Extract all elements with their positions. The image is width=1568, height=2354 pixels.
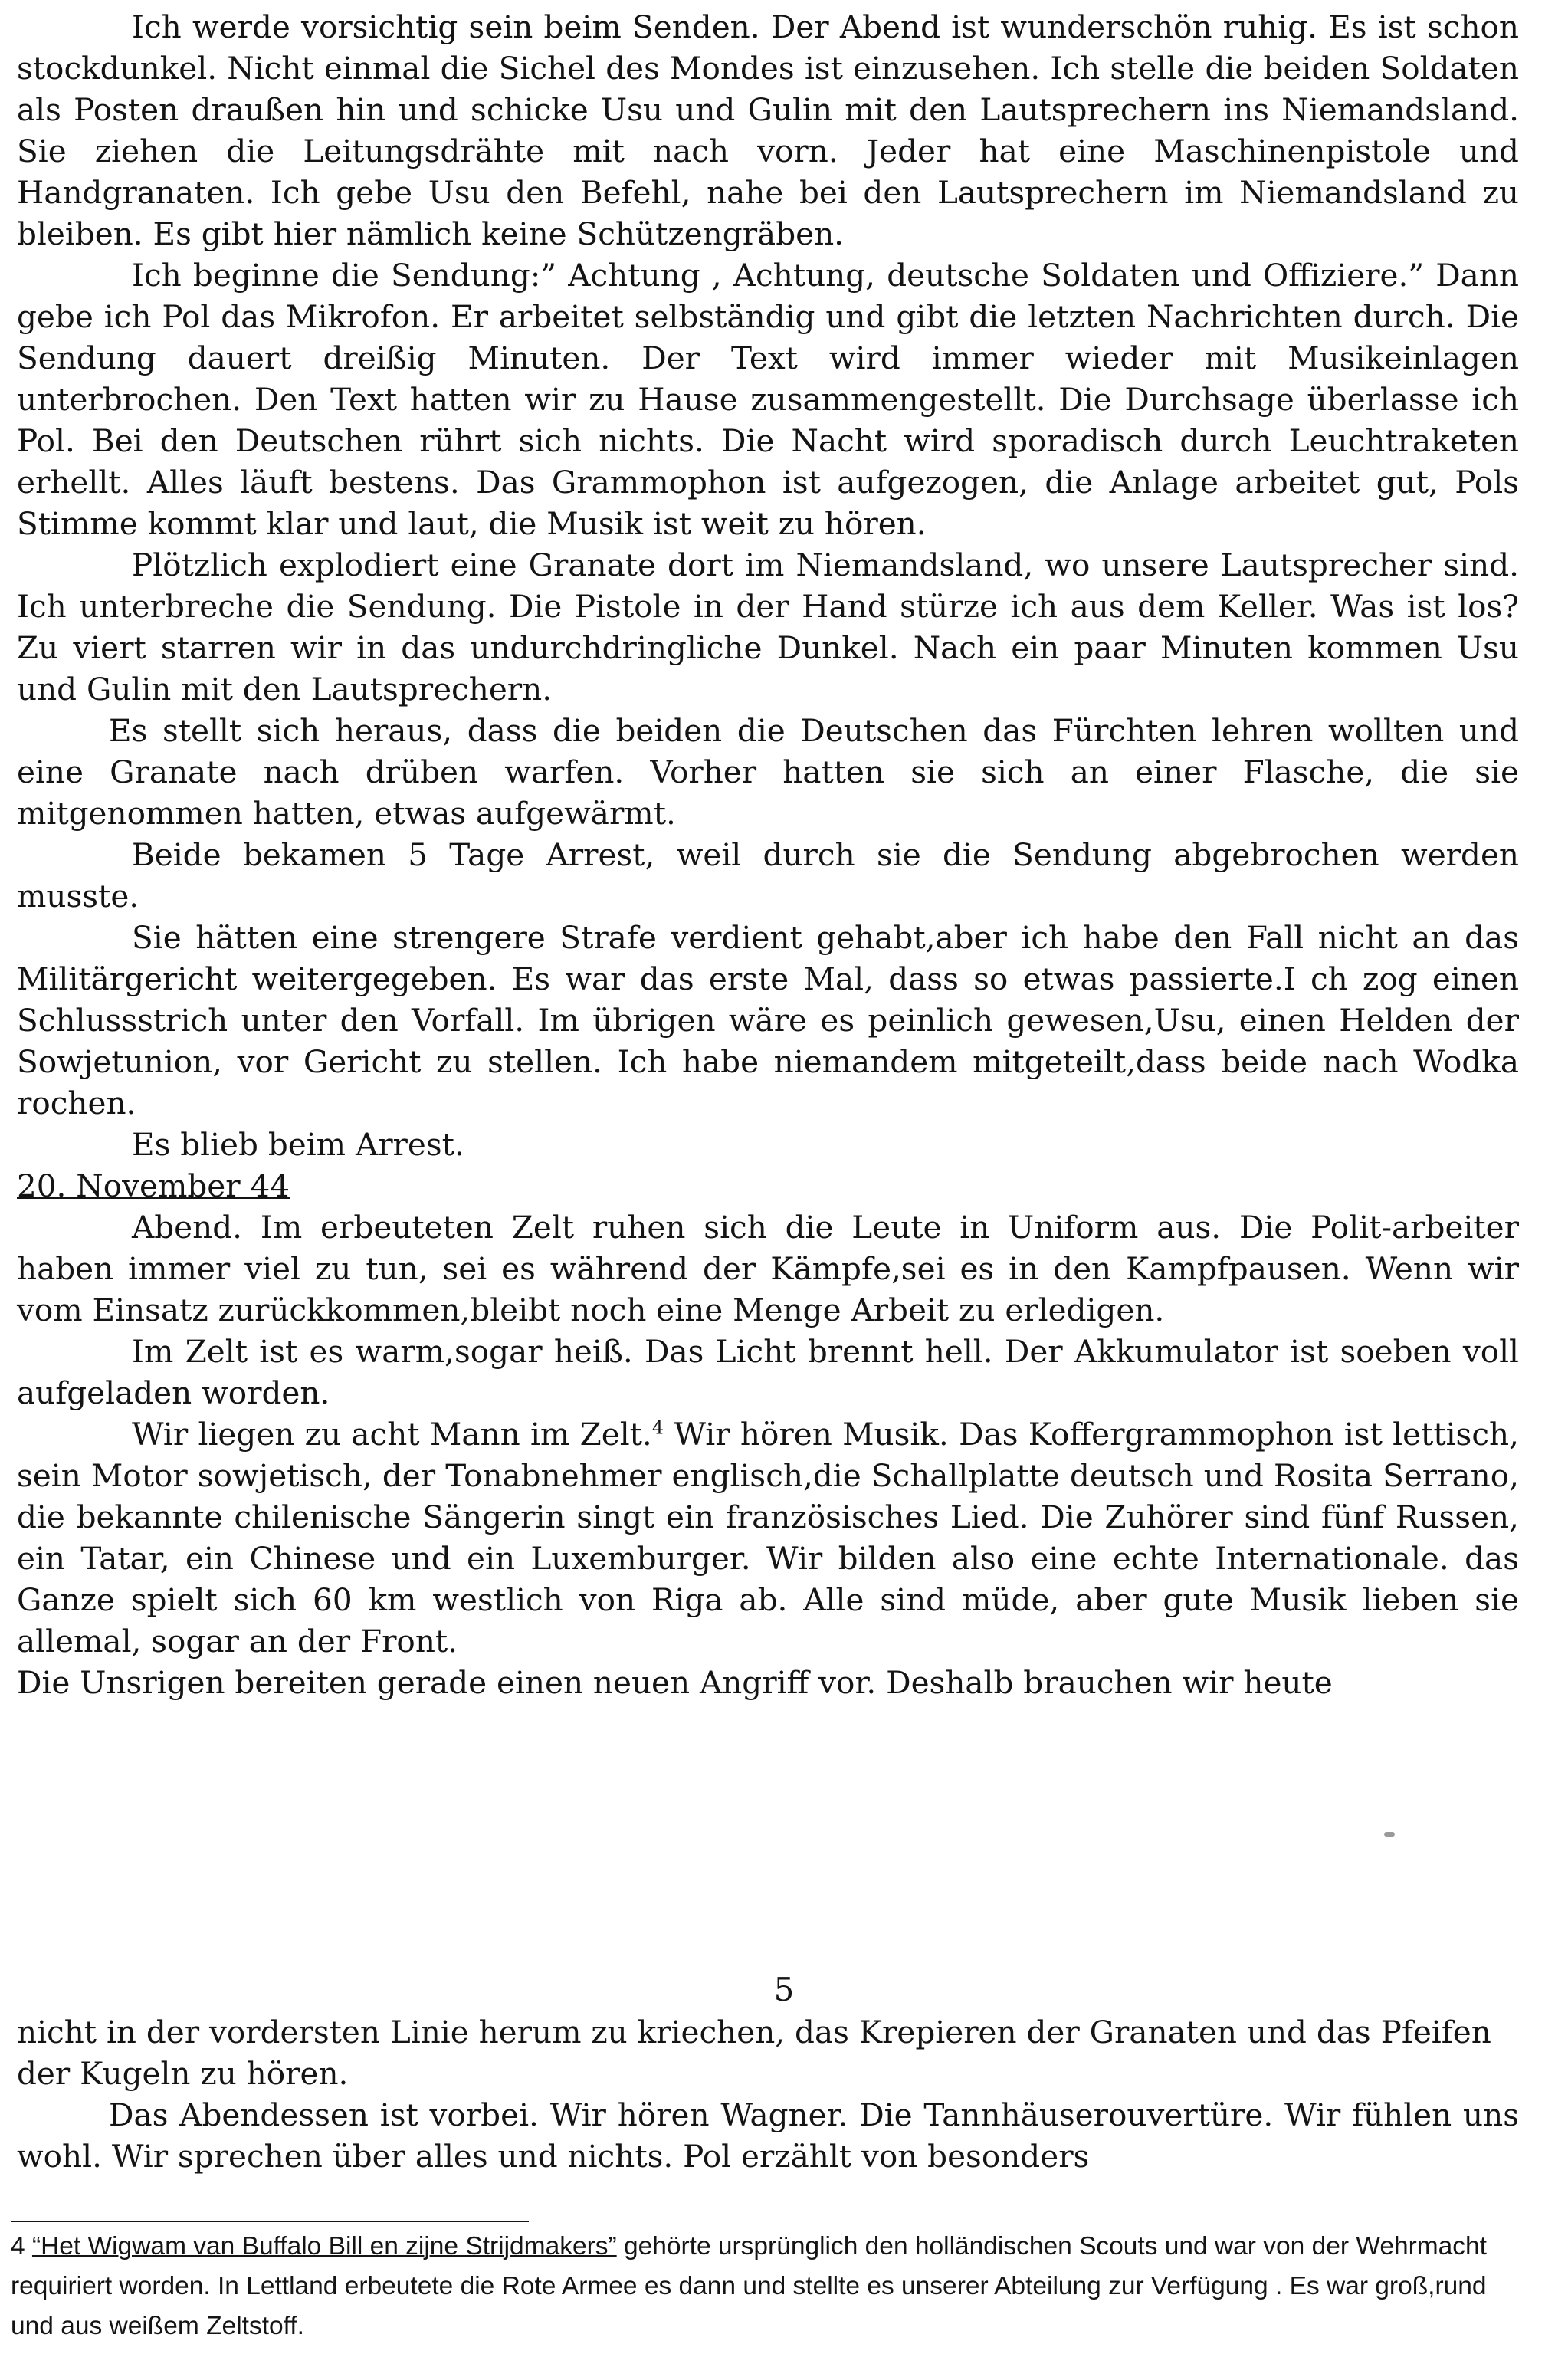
continuation-paragraph-2: Das Abendessen ist vorbei. Wir hören Wagner. Die Tannhäuserouvertüre. Wir fühlen uns wohl. Wir sprechen über alles und nichts. Pol erzählt von besonders	[17, 2096, 1519, 2175]
continuation-paragraph-1: nicht in der vordersten Linie herum zu kriechen, das Krepieren der Granaten und das Pfeifen der Kugeln zu hören.	[17, 2014, 1491, 2092]
paragraph-grenade-explosion: Plötzlich explodiert eine Granate dort im Niemandsland, wo unsere Lautsprecher sind. Ich unterbreche die Sendung. Die Pistole in der Hand stürze ich aus dem Keller. Was ist los? Zu viert starren wir in das undurchdringliche Dunkel. Nach ein paar Minuten kommen Usu und Gulin mit den Lautsprechern.	[17, 547, 1519, 708]
tent-text-after: Wir hören Musik. Das Koffergrammophon ist lettisch, sein Motor sowjetisch, der Tonabnehmer englisch,die Schallplatte deutsch und Rosita Serrano, die bekannte chilenische Sängerin singt ein französisches Lied. Die Zuhörer sind fünf Russen, ein Tatar, ein Chinese und ein Luxemburger. Wir bilden also eine echte Internationale. das Ganze spielt sich 60 km westlich von Riga ab. Alle sind müde, aber gute Musik lieben sie allemal, sogar an der Front.	[17, 1416, 1519, 1660]
paragraph-new-attack: Die Unsrigen bereiten gerade einen neuen Angriff vor. Deshalb brauchen wir heute	[17, 1664, 1333, 1701]
main-text	[17, 6, 1519, 1703]
paragraph-tent-warm: Im Zelt ist es warm,sogar heiß. Das Licht brennt hell. Der Akkumulator ist soeben voll aufgeladen worden.	[17, 1333, 1519, 1411]
paragraph-broadcast-preparation: Ich werde vorsichtig sein beim Senden. Der Abend ist wunderschön ruhig. Es ist schon stockdunkel. Nicht einmal die Sichel des Mondes ist einzusehen. Ich stelle die beiden Soldaten als Posten draußen hin und schicke Usu und Gulin mit den Lautsprechern ins Niemandsland. Sie ziehen die Leitungsdrähte mit nach vorn. Jeder hat eine Maschinenpistole und Handgranaten. Ich gebe Usu den Befehl, nahe bei den Lautsprechern im Niemandsland zu bleiben. Es gibt hier nämlich keine Schützengräben.	[17, 8, 1519, 252]
footnote	[11, 2227, 1513, 2346]
scan-speck	[1384, 1832, 1395, 1837]
paragraph-broadcast-start: Ich beginne die Sendung:” Achtung , Achtung, deutsche Soldaten und Offiziere.” Dann gebe ich Pol das Mikrofon. Er arbeitet selbständig und gibt die letzten Nachrichten durch. Die Sendung dauert dreißig Minuten. Der Text wird immer wieder mit Musikeinlagen unterbrochen. Den Text hatten wir zu Hause zusammengestellt. Die Durchsage überlasse ich Pol. Bei den Deutschen rührt sich nichts. Die Nacht wird sporadisch durch Leuchtraketen erhellt. Alles läuft bestens. Das Grammophon ist aufgezogen, die Anlage arbeitet gut, Pols Stimme kommt klar und laut, die Musik ist weit zu hören.	[17, 257, 1519, 542]
paragraph-arrest: Beide bekamen 5 Tage Arrest, weil durch sie die Sendung abgebrochen werden musste.	[17, 836, 1519, 914]
page-number: 5	[773, 1971, 795, 2008]
footnote-marker: 4	[651, 1417, 664, 1439]
tent-text-before: Wir liegen zu acht Mann im Zelt.	[132, 1416, 652, 1453]
paragraph-music-internationale	[17, 1413, 1519, 1662]
footnote-divider	[11, 2221, 529, 2222]
paragraph-arrest-remains: Es blieb beim Arrest.	[132, 1126, 464, 1163]
paragraph-evening-tent: Abend. Im erbeuteten Zelt ruhen sich die Leute in Uniform aus. Die Polit-arbeiter haben immer viel zu tun, sei es während der Kämpfe,sei es in den Kampfpausen. Wenn wir vom Einsatz zurückkommen,bleibt noch eine Menge Arbeit zu erledigen.	[17, 1209, 1519, 1328]
footnote-number: 4	[11, 2232, 25, 2260]
paragraph-punishment: Sie hätten eine strengere Strafe verdient gehabt,aber ich habe den Fall nicht an das Militärgericht weitergegeben. Es war das erste Mal, dass so etwas passierte.I ch zog einen Schlussstrich unter den Vorfall. Im übrigen wäre es peinlich gewesen,Usu, einen Helden der Sowjetunion, vor Gericht zu stellen. Ich habe niemandem mitgeteilt,dass beide nach Wodka rochen.	[17, 919, 1519, 1121]
paragraph-explanation: Es stellt sich heraus, dass die beiden die Deutschen das Fürchten lehren wollten und eine Granate nach drüben warfen. Vorher hatten sie sich an einer Flasche, die sie mitgenommen hatten, etwas aufgewärmt.	[17, 712, 1519, 832]
continuation-text	[17, 2011, 1519, 2177]
footnote-text: gehörte ursprünglich den holländischen Scouts und war von der Wehrmacht requiriert worden. In Lettland erbeutete die Rote Armee es dann und stellte es unserer Abteilung zur Verfügung . Es war groß,rund und aus weißem Zeltstoff.	[11, 2232, 1487, 2340]
footnote-title: “Het Wigwam van Buffalo Bill en zijne Strijdmakers”	[31, 2232, 617, 2260]
date-heading: 20. November 44	[17, 1167, 290, 1204]
